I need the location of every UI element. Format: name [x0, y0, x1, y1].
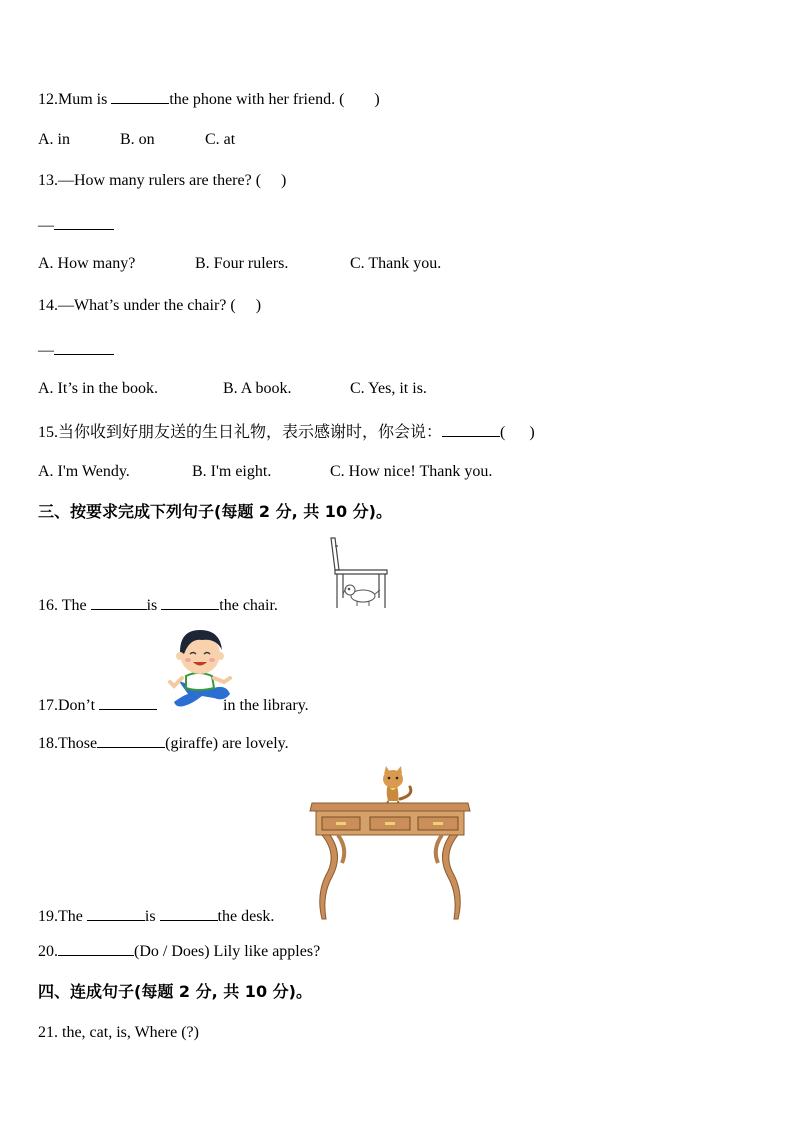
q15-paren: (	[500, 424, 506, 441]
q12-blank[interactable]	[111, 88, 169, 104]
question-16	[38, 594, 278, 616]
question-17	[38, 694, 309, 716]
q19-part-a: 19.The	[38, 908, 83, 925]
q12-close: )	[374, 91, 380, 108]
question-20	[38, 940, 320, 962]
q20-blank[interactable]	[58, 940, 134, 956]
q12-suffix: the phone with her friend. (	[169, 91, 345, 108]
q15-option-b[interactable]: B. I'm eight.	[192, 463, 272, 480]
q14-prompt: 14.—What’s under the chair? (	[38, 297, 236, 314]
q12-options	[38, 130, 235, 150]
q17-part-b: in the library.	[223, 697, 309, 714]
q12-prefix: 12.Mum is	[38, 91, 108, 108]
q19-blank-2[interactable]	[160, 905, 218, 921]
q18-part-b: (giraffe) are lovely.	[165, 735, 289, 752]
q12-option-b[interactable]: B. on	[120, 131, 155, 148]
q14-option-b[interactable]: B. A book.	[223, 380, 292, 397]
desk-cat-image	[308, 765, 472, 921]
q16-blank-2[interactable]	[161, 594, 219, 610]
question-21: 21. the, cat, is, Where (?)	[38, 1024, 199, 1041]
q16-part-b: is	[146, 597, 158, 614]
q14-option-a[interactable]: A. It’s in the book.	[38, 380, 158, 397]
question-12	[38, 88, 380, 110]
q12-option-a[interactable]: A. in	[38, 131, 70, 148]
question-13	[38, 171, 286, 191]
chair-dog-image	[327, 536, 391, 610]
q13-close: )	[281, 172, 287, 189]
q14-option-c[interactable]: C. Yes, it is.	[350, 380, 427, 397]
q16-blank-1[interactable]	[91, 594, 147, 610]
section-3-heading: 三、按要求完成下列句子(每题 2 分, 共 10 分)。	[38, 502, 392, 521]
q13-answer-blank[interactable]	[54, 214, 114, 230]
q13-option-b[interactable]: B. Four rulers.	[195, 255, 289, 272]
q17-part-a: 17.Don’t	[38, 697, 96, 714]
q19-blank-1[interactable]	[87, 905, 145, 921]
desk-icon	[310, 803, 470, 919]
question-15	[38, 421, 535, 443]
q15-blank[interactable]	[442, 421, 500, 437]
cat-icon	[383, 766, 411, 805]
q13-option-c[interactable]: C. Thank you.	[350, 255, 442, 272]
question-19	[38, 905, 274, 927]
question-14	[38, 296, 261, 316]
q13-answer-dash: —	[38, 217, 54, 234]
q18-blank[interactable]	[97, 732, 165, 748]
q14-options	[38, 379, 427, 399]
q14-answer-blank[interactable]	[54, 339, 114, 355]
q15-option-c[interactable]: C. How nice! Thank you.	[330, 463, 493, 480]
section-4-heading: 四、连成句子(每题 2 分, 共 10 分)。	[38, 982, 312, 1001]
q17-blank[interactable]	[99, 694, 157, 710]
q14-close: )	[255, 297, 262, 314]
q12-option-c[interactable]: C. at	[205, 131, 236, 148]
q13-answer-line	[38, 214, 114, 236]
q19-part-c: the desk.	[217, 908, 275, 925]
q15-prompt: 15.当你收到好朋友送的生日礼物，表示感谢时，你会说：	[38, 424, 443, 441]
q14-answer-dash: —	[38, 342, 54, 359]
dog-icon	[343, 585, 380, 606]
q18-part-a: 18.Those	[38, 735, 98, 752]
question-18	[38, 732, 289, 754]
q20-part-b: (Do / Does) Lily like apples?	[134, 943, 321, 960]
q15-option-a[interactable]: A. I'm Wendy.	[38, 463, 130, 480]
q15-close: )	[529, 424, 535, 441]
q14-answer-line	[38, 339, 114, 361]
q13-prompt: 13.—How many rulers are there? (	[38, 172, 262, 189]
q16-part-c: the chair.	[219, 597, 278, 614]
q15-options	[38, 462, 492, 482]
q13-options	[38, 254, 441, 274]
q16-part-a: 16. The	[38, 597, 87, 614]
q19-part-b: is	[144, 908, 156, 925]
q13-option-a[interactable]: A. How many?	[38, 255, 136, 272]
q20-part-a: 20.	[38, 943, 58, 960]
